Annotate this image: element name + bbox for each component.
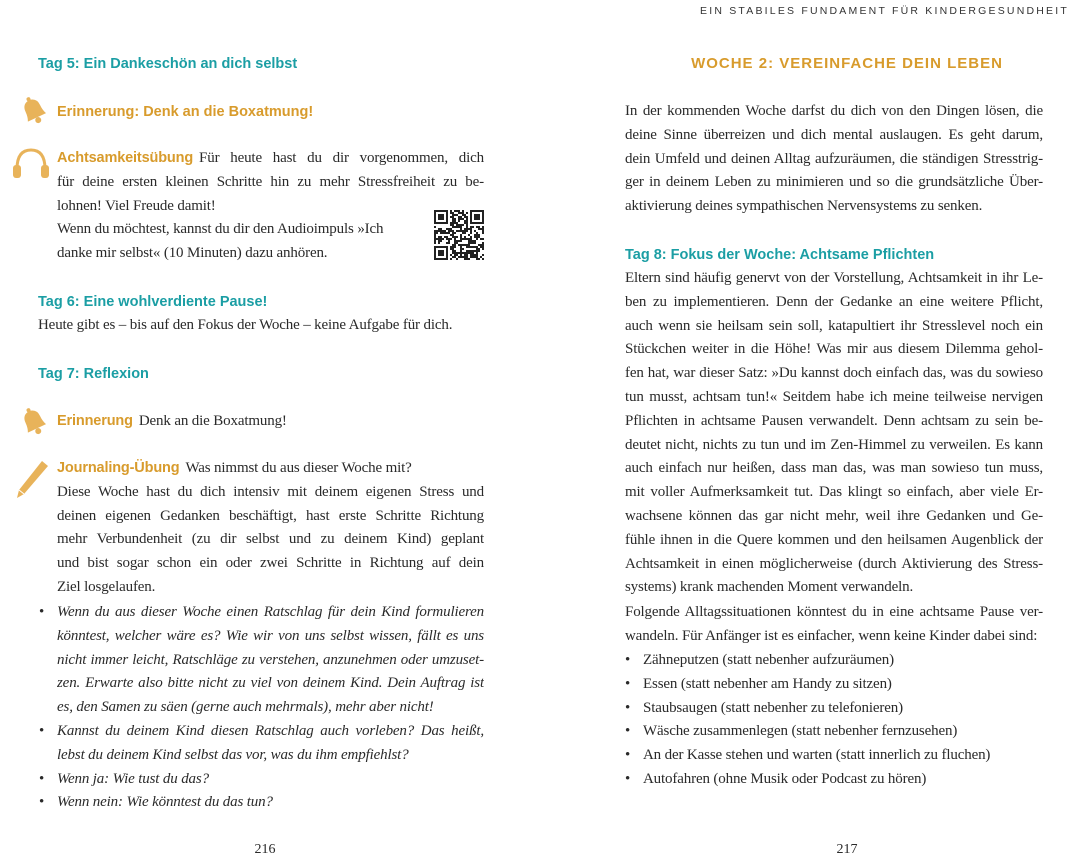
mindfulness-line: Achtsamkeitsübung Für heute hast du dir vorgenommen, dich [57,150,484,166]
paragraph-line: auch wenn sie heilsam sein soll, katapultiert ihr Stresslevel noch ein [625,317,1043,334]
bullet-icon: • [625,652,631,668]
list-item [625,697,1043,721]
list-item [625,768,1043,792]
mindfulness-line: danke mir selbst« (10 Minuten) dazu anhören. [57,245,328,262]
bullet-icon: • [39,722,45,739]
journaling-line: und bist sogar schon ein oder zwei Schritte in Richtung auf dein [57,555,484,572]
tag5-heading: Tag 5: Ein Dankeschön an dich selbst [38,56,298,72]
mindfulness-line: lohnen! Viel Freude damit! [57,197,216,214]
list-item-line: Kannst du deinem Kind diesen Ratschlag auch vorleben? Das heißt, [57,722,484,739]
reminder-text: Erinnerung: Denk an die Boxatmung! [57,104,314,120]
page-number: 216 [254,842,276,857]
list-item-text: Essen (statt nebenher am Handy zu sitzen) [643,675,892,692]
bullet-icon: • [625,675,631,692]
mindfulness-block [57,147,484,266]
list-item [39,768,484,792]
list-item [625,673,1043,697]
intro-paragraph [625,100,1043,219]
mindfulness-line: für deine ersten kleinen Schritte hin zu mehr Stressfreiheit zu be- [57,173,484,190]
list-item [625,649,1043,673]
week-heading: WOCHE 2: VEREINFACHE DEIN LEBEN [691,55,1003,72]
bullet-icon: • [625,747,631,764]
reminder-2: Erinnerung Denk an die Boxatmung! [57,413,287,429]
list-item [39,791,484,815]
paragraph-line: aktivierung deines sympathischen Nervensystems zu senken. [625,198,983,215]
list-item [625,720,1043,744]
paragraph-line: mit voller Aufmerksamkeit tut. Das klingt so einfach, aber viele Er- [625,484,1043,501]
journaling-block: Journaling-Übung Was nimmst du aus dieser Woche mit? Diese Woche hast du dich intensiv mit deinem eigenen Stress und deinen eigenen Gedanken beschäftigt, hast erste Schritte Richtung mehr Verbundenheit (zu dir selbst und zu deinem Kind) geplant und bist sogar schon ein oder zwei Schritte in Richtung auf dein Ziel losgelaufen. [57,457,484,600]
bell-icon [16,94,52,128]
pencil-icon [14,458,50,500]
list-item-line: zen. Erwarte also bitte nicht zu viel von deinem Kind. Dein Auftrag ist [57,675,484,692]
journaling-label: Journaling-Übung [57,460,180,476]
situations-list [625,649,1043,792]
headphones-icon [11,145,51,181]
list-item-line: es, den Samen zu säen (gerne auch mehrmals), mehr aber nicht! [57,699,434,716]
right-page [537,0,1074,861]
list-item-text: Wäsche zusammenlegen (statt nebenher fernzusehen) [643,723,958,740]
reminder-label: Erinnerung [57,413,133,429]
bullet-icon: • [39,604,45,620]
paragraph-line: Achtsamkeit in einen möglicherweise (durch Aktivierung des Stress- [625,555,1043,572]
journaling-line: Diese Woche hast du dich intensiv mit deinem eigenen Stress und [57,483,484,500]
bullet-icon: • [39,794,45,811]
list-item-text: Autofahren (ohne Musik oder Podcast zu hören) [643,770,927,787]
paragraph-line: auch einfach nur heißen, dass man das, was man sowieso tun muss, [625,460,1043,477]
paragraph-line: ben zu implementieren. Denn der Gedanke an eine weitere Pflicht, [625,293,1043,310]
bullet-icon: • [625,770,631,787]
paragraph-line: systems) krank machenden Moment verwandeln. [625,579,914,596]
bell-icon [16,405,52,439]
paragraph-line: In der kommenden Woche darfst du dich von den Dingen lösen, die [625,103,1043,119]
paragraph-line: wandeln. Für Anfänger ist es einfacher, wenn keine Kinder dabei sind: [625,627,1038,644]
mindfulness-line: Wenn du möchtest, kannst du dir den Audioimpuls »Ich [57,221,384,238]
journaling-line: deinen eigenen Gedanken beschäftigt, hast erste Schritte Richtung [57,507,484,524]
paragraph-line: fen hat, war dieser Satz: »Du kannst doch einfach das, was du sowieso [625,365,1043,382]
paragraph-line: tun musst, achtsam tun!« Seitdem habe ich meine teilweise nervigen [625,388,1043,405]
paragraph-line: Stückchen weiter in die Höhe! Was mir aus diesem Dilemma gehol- [625,341,1043,358]
paragraph-line: fühle ihnen in die Quere kommen und den heilsamen Augenblick der [625,531,1043,548]
paragraph-line: deine Sinne überreizen und dich mental auslaugen. Es geht darum, [625,126,1043,143]
list-item-line: Wenn ja: Wie tust du das? [57,770,209,787]
tag6-heading: Tag 6: Eine wohlverdiente Pause! [38,294,268,310]
page-number: 217 [836,842,858,857]
journaling-line: Ziel losgelaufen. [57,578,156,595]
running-head: EIN STABILES FUNDAMENT FÜR KINDERGESUNDHEIT [700,5,1069,17]
paragraph-line: deutet nicht, nichts zu tun und im Zen-Himmel zu verweilen. Es kann [625,436,1043,453]
tag8-heading: Tag 8: Fokus der Woche: Achtsame Pflichten [625,247,935,263]
bullet-icon: • [39,770,45,787]
paragraph-line: dein Umfeld und deinen Alltag aufzuräumen, die ständigen Stresstrig- [625,150,1043,167]
list-item-line: könntest, welcher wäre es? Wie wir von uns selbst wissen, fällt es uns [57,627,484,644]
list-item [625,744,1043,768]
list-item-line: Wenn nein: Wie könntest du das tun? [57,794,273,811]
paragraph-line: ger in deinem Leben zu minimieren und so die grundsätzliche Über- [625,174,1043,191]
bullet-icon: • [625,699,631,716]
list-item-text: Zähneputzen (statt nebenher aufzuräumen) [643,652,894,668]
paragraph-line: Folgende Alltagssituationen könntest du in eine achtsame Pause ver- [625,604,1043,620]
journaling-line: mehr Verbundenheit (zu dir selbst und zu deinem Kind) geplant [57,531,484,548]
list-item [39,601,484,720]
mindfulness-label: Achtsamkeitsübung [57,150,194,166]
bullet-icon: • [625,723,631,740]
list-item-text: An der Kasse stehen und warten (statt innerlich zu fluchen) [643,747,991,764]
paragraph-line: wachsene können das gar nicht mehr, weil ihre Gedanken und Ge- [625,507,1043,524]
list-item-line: Wenn du aus dieser Woche einen Ratschlag für dein Kind formulieren [57,604,484,620]
list-item-text: Staubsaugen (statt nebenher zu telefonieren) [643,699,903,716]
situations-paragraph [625,601,1043,649]
question-list [39,601,484,815]
paragraph-line: Eltern sind häufig genervt von der Vorstellung, Achtsamkeit in ihr Le- [625,270,1043,286]
list-item [39,720,484,768]
tag6-text: Heute gibt es – bis auf den Fokus der Woche – keine Aufgabe für dich. [38,317,453,333]
list-item-line: lebst du deinem Kind selbst das vor, was du ihm empfiehlst? [57,746,409,763]
tag7-heading: Tag 7: Reflexion [38,366,149,382]
list-item-line: nicht immer leicht, Ratschläge zu verstehen, anzunehmen oder umzuset- [57,651,484,668]
qr-code-icon[interactable] [434,210,484,260]
paragraph-line: Pflichten in achtsame Pausen verwandelt. Denn achtsam zu sein be- [625,412,1043,429]
tag8-paragraph [625,267,1043,600]
